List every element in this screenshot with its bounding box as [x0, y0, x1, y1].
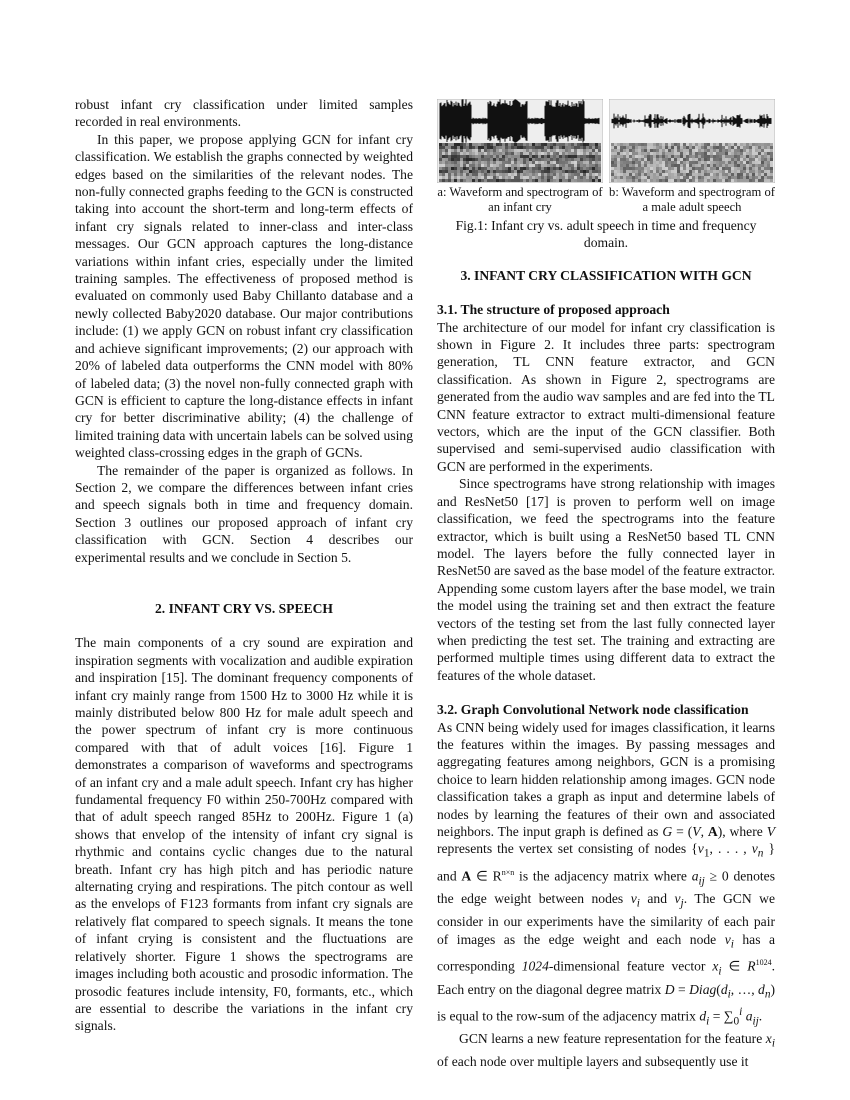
paragraph-intro-end: robust infant cry classification under limited samples recorded in real environments.: [75, 97, 413, 130]
left-column: [75, 96, 413, 1035]
subsection-3-1-heading: 3.1. The structure of proposed approach: [437, 302, 670, 318]
paragraph-gcn-learns: GCN learns a new feature representation for the feature $x_i$ of each node over multiple layers and subsequently use it: [437, 1031, 775, 1070]
section-2-heading: 2. INFANT CRY VS. SPEECH: [154, 600, 334, 616]
section-3-heading: 3. INFANT CRY CLASSIFICATION WITH GCN: [460, 267, 752, 283]
figure-1-caption: Fig.1: Infant cry vs. adult speech in time and frequency domain.: [455, 218, 757, 251]
paragraph-cry-vs-speech: The main components of a cry sound are expiration and inspiration segments with vocalization and audible expiration and inspiration [15]. The dominant frequency components of infant cry mainly range from 1500 Hz to 3000 Hz while it is mainly distributed below 800 Hz for male adult speech and the power spectrum of infant cry is more continuous compared with that of adult voices [16]. Figure 1 demonstrates a comparison of waveforms and spectrograms of an infant cry and a male adult speech. Infant cry has higher fundamental frequency F0 within 250-700Hz compared with that of adult speech ranged 85Hz to 200Hz. Figure 1 (a) shows that envelop of the intensity of infant cry signal is rhythmic and contains cyclic changes due to the natural breath. Infant cry has high pitch and has periodic nature alternating crying and respirations. The pitch contour as well as the envelops of F123 formants from infant cry signals are relatively flat compared to speech signals. It means the tone of infant crying is consistent and the fluctuations are relatively shorter. Figure 1 shows the spectrograms are images including both acoustic and prosodic information. The prosodic features include intensity, F0, formants, etc., which are essential to describe the variations in the infant cry signals.: [75, 635, 413, 1034]
figure-1: [437, 99, 775, 215]
infant-cry-spectrogram-image: [437, 99, 603, 183]
subsection-3-2-heading: 3.2. Graph Convolutional Network node classification: [437, 702, 749, 718]
right-column: [437, 99, 775, 1071]
paragraph-gcn: As CNN being widely used for images classification, it learns the features within the images. By passing messages and aggregating features among neighbors, GCN is a promising choice to learn hidden relationship among images. GCN node classification takes a graph as input and determine labels of nodes by learning the features of their own and associated neighbors. The input graph is defined as G = (V, A), where V represents the vertex set consisting of nodes {$v_1$, . . . , $v_n$ } and A ∈ $R^{n\times n}$ is the adjacency matrix where $a_{ij} \ge 0$ denotes the edge weight between nodes $v_i$ and $v_j$. The GCN we consider in our experiments have the similarity of each pair of images as the edge weight and each node $v_i$ has a corresponding 1024-dimensional feature vector $x_i$ ∈ $R^{1024}$. Each entry on the diagonal degree matrix $D = Diag(d_i$, …, $d_n$) is equal to the row-sum of the adjacency matrix $d_i = \sum_0^i$ $a_{ij}$.: [437, 719, 776, 1027]
adult-speech-spectrogram-image: [609, 99, 775, 183]
paragraph-proposal: In this paper, we propose applying GCN for infant cry classification. We establish the graphs connected by weighted edges based on the similarities of the relevant nodes. The non-fully connected graphs feeding to the GCN is constructed taking into account the short-term and long-term effects of infant cry signals related to inner-class and inter-class messages. Our GCN approach captures the long-distance variations within infant cries, especially under the limited training samples. The effectiveness of proposed method is evaluated on commonly used Baby Chillanto database and a newly collected Baby2020 database. Our major contributions include: (1) we apply GCN on robust infant cry classification and achieve significant improvements; (2) our approach with 20% of labeled data outperforms the CNN model with 80% of labeled data; (3) the novel non-fully connected graph with GCN is efficient to capture the long-distance effects in infant cry for better discriminative ability; (4) the challenge of limited training data with uncertain labels can be solved using weighted class-crossing edges in the graph of GCNs.: [75, 131, 413, 461]
paragraph-organization: The remainder of the paper is organized as follows. In Section 2, we compare the differences between infant cries and speech signals both in time and frequency domain. Section 3 outlines our proposed approach of infant cry classification with GCN. Section 4 describes our experimental results and we conclude in Section 5.: [75, 462, 413, 565]
figure-1b: [609, 99, 775, 215]
figure-1a: [437, 99, 603, 215]
paragraph-architecture: The architecture of our model for infant cry classification is shown in Figure 2. It includes three parts: spectrogram generation, TL CNN feature extractor, and GCN classification. As shown in Figure 2, spectrograms are generated from the audio wav samples and are fed into the TL CNN feature extractor to extract multi-dimensional feature vectors, which are the input of the GCN classifier. Both supervised and semi-supervised audio classification with GCN are performed in the experiments.: [437, 319, 775, 474]
paragraph-resnet: Since spectrograms have strong relationship with images and ResNet50 [17] is proven to perform well on image classification, we feed the spectrograms into the feature extractor, which is built using a ResNet50 based TL CNN model. The layers before the fully connected layer in ResNet50 are saved as the base model of the feature extractor. Appending some custom layers after the base model, we train the model using the training set and then extract the feature vectors of the testing set from the last fully connected layer when predicting the test set. The training and extracting are performed multiple times using different data to extract the features of the whole dataset.: [437, 476, 775, 683]
caption-a: a: Waveform and spectrogram of an infant cry: [437, 185, 603, 214]
caption-b: b: Waveform and spectrogram of a male adult speech: [609, 185, 775, 214]
